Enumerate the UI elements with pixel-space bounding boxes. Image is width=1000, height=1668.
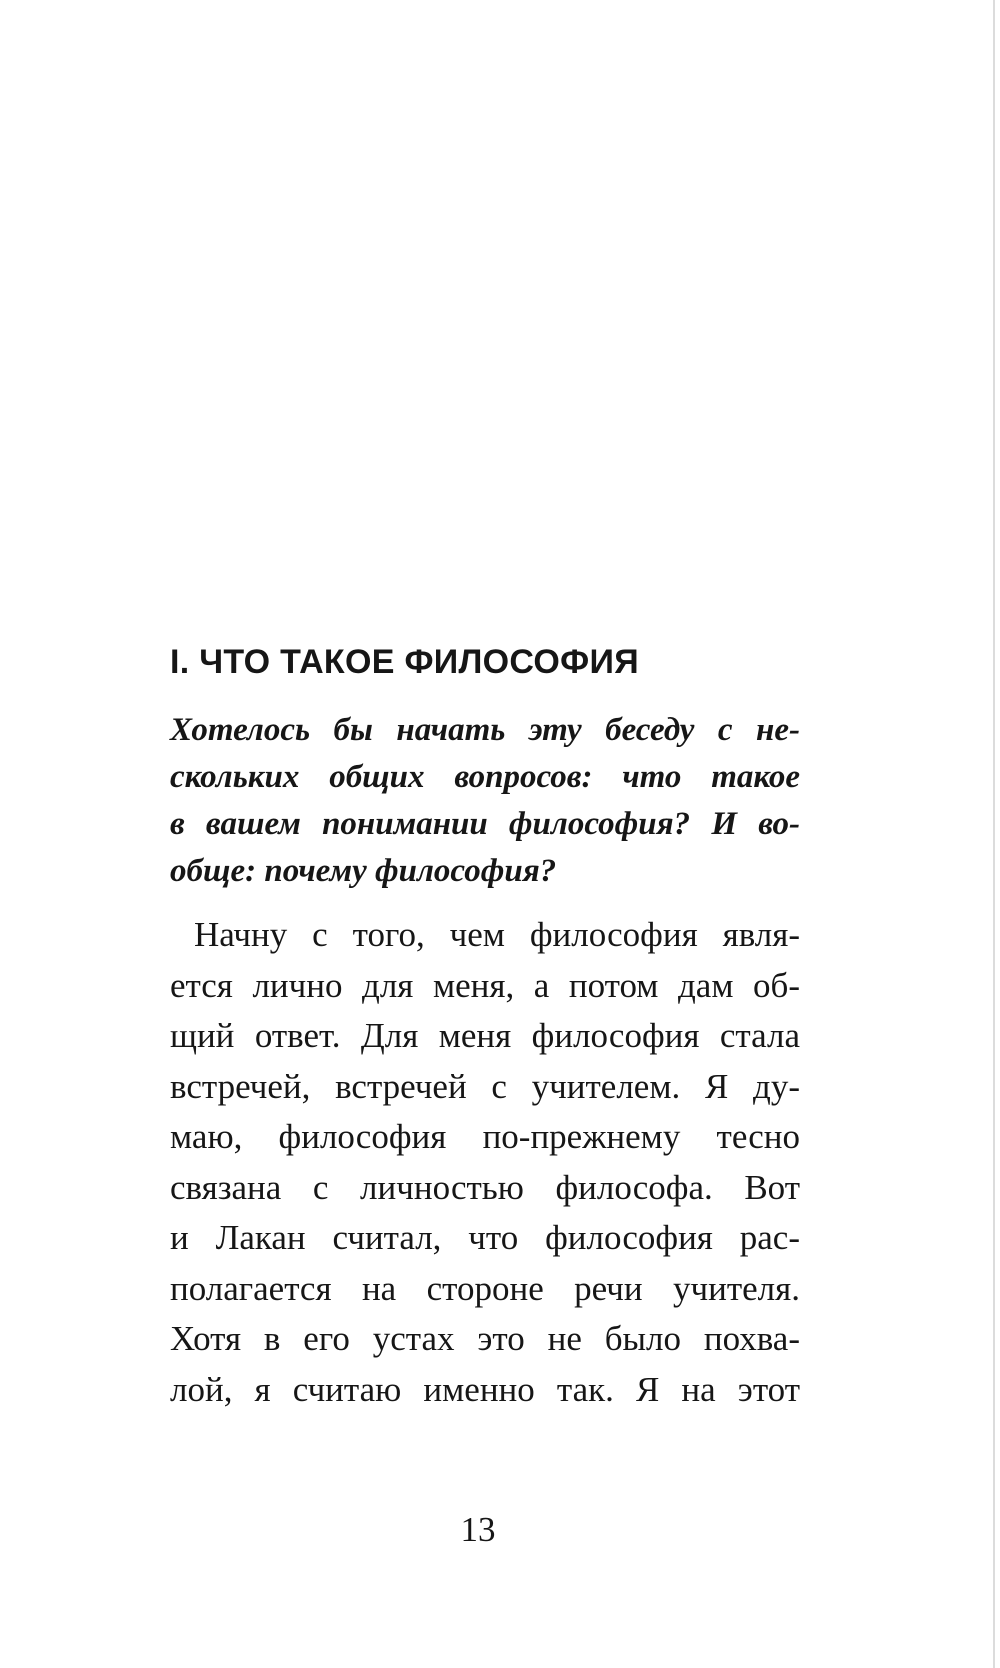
question-line: скольких общих вопросов: что такое — [170, 759, 800, 795]
answer-line: щий ответ. Для меня философия стала — [170, 1016, 800, 1055]
answer-line: лой, я считаю именно так. Я на этот — [170, 1369, 800, 1409]
answer-line: Хотя в его устах это не было похва- — [170, 1319, 800, 1358]
page-number-text: 13 — [460, 1510, 496, 1549]
answer-line: связана с личностью философа. Вот — [170, 1167, 800, 1207]
answer-paragraph — [170, 910, 800, 1415]
interview-question — [170, 707, 800, 895]
answer-line: и Лакан считал, что философия рас- — [170, 1218, 800, 1257]
chapter-heading: I. ЧТО ТАКОЕ ФИЛОСОФИЯ — [170, 643, 639, 681]
page-number — [0, 1510, 1000, 1550]
question-line: обще: почему философия? — [170, 853, 557, 889]
page-edge — [993, 0, 995, 1668]
question-line: Хотелось бы начать эту беседу с не- — [170, 712, 800, 748]
question-line: в вашем понимании философия? И во- — [170, 806, 800, 842]
answer-line: полагается на стороне речи учителя. — [170, 1268, 800, 1308]
answer-line: маю, философия по-прежнему тесно — [170, 1117, 800, 1156]
answer-line: ется лично для меня, а потом дам об- — [170, 965, 800, 1005]
answer-line: встречей, встречей с учителем. Я ду- — [170, 1066, 800, 1106]
answer-line: Начну с того, чем философия явля- — [194, 915, 800, 954]
